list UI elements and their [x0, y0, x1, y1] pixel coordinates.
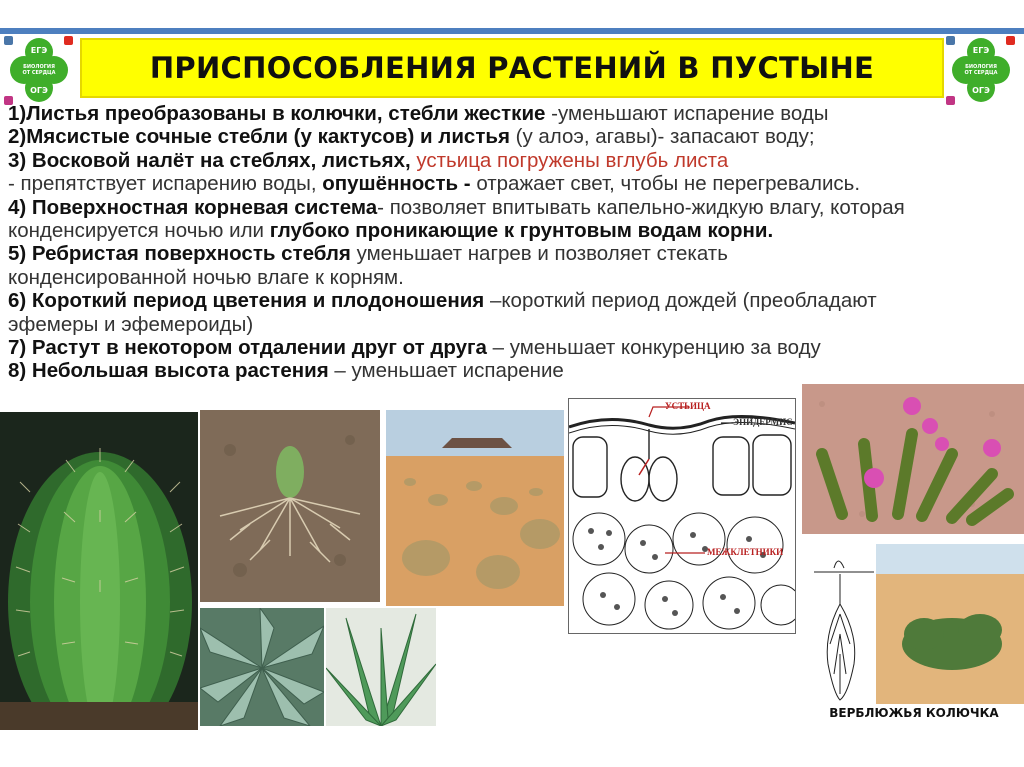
adaptation-line-4-cont: конденсируется ночью или глубоко проникающие к грунтовым водам корни.: [8, 218, 774, 242]
logo-right: [946, 34, 1016, 108]
camel-thorn-photo: [804, 544, 1024, 724]
aloe-topview-photo: [200, 608, 324, 726]
desert-grass-photo: [386, 410, 564, 606]
clover-logo-icon: [10, 38, 68, 102]
epidermis-label: ЭПИДЕРМИС: [733, 417, 793, 427]
stoma-label: УСТЬИЦА: [665, 401, 711, 411]
adaptation-line-3: 3) Восковой налёт на стеблях, листьях, устьица погружены вглубь листа: [8, 148, 729, 172]
adaptation-line-7: 7) Растут в некотором отдалении друг от друга – уменьшает конкуренцию за воду: [8, 335, 821, 359]
cactus-closeup-photo: [0, 412, 198, 730]
logo-top-text: ЕГЭ: [972, 46, 990, 55]
logo-middle-text: БИОЛОГИЯ ОТ СЕРДЦА: [964, 64, 998, 76]
adaptation-line-5-cont: конденсированной ночью влаге к корням.: [8, 265, 404, 289]
flowering-cactus-photo: [802, 384, 1024, 534]
page-title: ПРИСПОСОБЛЕНИЯ РАСТЕНИЙ В ПУСТЫНЕ: [149, 51, 875, 85]
logo-left: [4, 34, 74, 108]
adaptation-line-4: 4) Поверхностная корневая система- позволяет впитывать капельно-жидкую влагу, которая: [8, 195, 905, 219]
intercellular-label: МЕЖКЛЕТНИКИ: [707, 547, 784, 557]
logo-bottom-text: ОГЭ: [30, 86, 48, 95]
logo-middle-text: БИОЛОГИЯ ОТ СЕРДЦА: [22, 64, 56, 76]
cactus-roots-photo: [200, 410, 380, 602]
adaptation-line-3-cont: - препятствует испарению воды, опушённость - отражает свет, чтобы не перегревались.: [8, 172, 861, 196]
clover-logo-icon: [952, 38, 1010, 102]
camel-thorn-caption: ВЕРБЛЮЖЬЯ КОЛЮЧКА: [829, 706, 999, 720]
aloe-sideview-photo: [326, 608, 436, 726]
logo-bottom-text: ОГЭ: [972, 86, 990, 95]
title-bar: [80, 38, 944, 98]
adaptation-line-8: 8) Небольшая высота растения – уменьшает испарение: [8, 359, 564, 383]
adaptation-line-5: 5) Ребристая поверхность стебля уменьшает нагрев и позволяет стекать: [8, 242, 728, 266]
adaptation-line-6-cont: эфемеры и эфемероиды): [8, 312, 254, 336]
adaptation-line-6: 6) Короткий период цветения и плодоношения –короткий период дождей (преобладают: [8, 289, 877, 313]
adaptation-line-1: 1)Листья преобразованы в колючки, стебли жесткие -уменьшают испарение воды: [8, 102, 829, 125]
adaptations-text: [8, 102, 1020, 383]
adaptation-line-2: 2)Мясистые сочные стебли (у кактусов) и листья (у алоэ, агавы)- запасают воду;: [8, 125, 815, 149]
stoma-cross-section-diagram: [568, 398, 796, 634]
top-band: [0, 28, 1024, 34]
logo-top-text: ЕГЭ: [30, 46, 48, 55]
